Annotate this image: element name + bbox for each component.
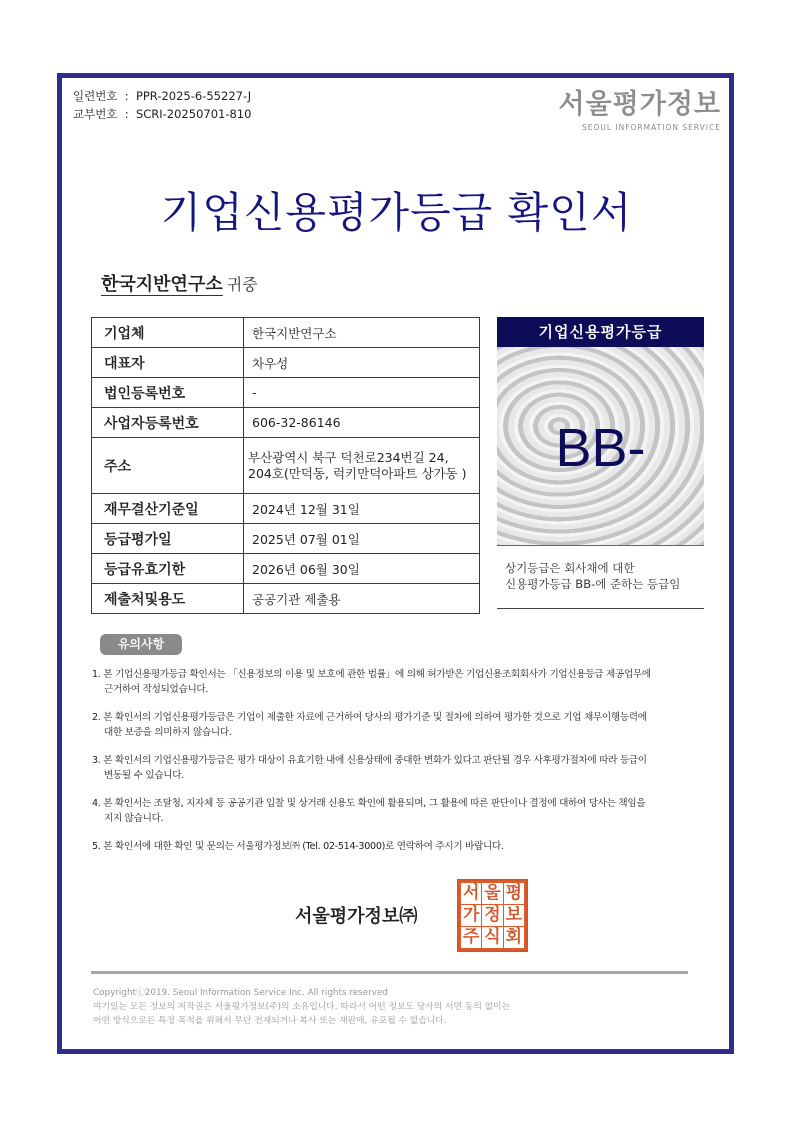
company-logo: 서울평가정보 SEOUL INFORMATION SERVICE (558, 89, 721, 132)
notice-item: 3. 본 확인서의 기업신용평가등급은 평가 대상이 유효기한 내에 신용상태에 중대한 변화가 있다고 판단될 경우 사후평가절차에 따라 등급이 변동될 수 있습니다. (92, 755, 647, 781)
notice-list (92, 667, 652, 867)
table-row (92, 524, 480, 554)
recipient: 한국지반연구소 귀중 (101, 274, 258, 295)
seal-glyph: 가 (462, 905, 480, 925)
seal-glyph: 식 (484, 927, 501, 947)
seal-glyph: 주 (462, 927, 480, 947)
row-value: 2026년 06월 30일 (244, 554, 480, 584)
company-info-table (91, 317, 480, 614)
seal-glyph: 회 (505, 927, 523, 947)
issuer-name: 서울평가정보㈜ (295, 906, 418, 927)
table-row (92, 408, 480, 438)
row-value: - (244, 378, 480, 408)
table-row (92, 348, 480, 378)
seal-glyph: 서 (462, 883, 480, 903)
row-value: 공공기관 제출용 (244, 584, 480, 614)
row-label: 법인등록번호 (92, 378, 244, 408)
seal-glyph: 울 (484, 883, 501, 903)
document-title: 기업신용평가등급 확인서 (160, 188, 633, 237)
seal-glyph: 정 (484, 905, 501, 925)
row-value: 한국지반연구소 (244, 318, 480, 348)
row-label: 사업자등록번호 (92, 408, 244, 438)
table-row (92, 584, 480, 614)
table-row (92, 438, 480, 494)
row-label: 대표자 (92, 348, 244, 378)
table-row (92, 494, 480, 524)
copyright: Copyrightⓒ2019. Seoul Information Service Inc. All rights reserved 여기있는 모든 정보의 저작권은 서울평가정보(주)의 소유입니다. 따라서 어떤 정보도 당사의 서면 동의 없이는 어떤 방식으로든 특정 목적을 위해서 무단 전재되거나 복사 또는 재판매, 유포될 수 없습니다. (93, 988, 511, 1026)
row-label: 등급유효기한 (92, 554, 244, 584)
row-label: 등급평가일 (92, 524, 244, 554)
row-label: 재무결산기준일 (92, 494, 244, 524)
grade-note: 상기등급은 회사채에 대한 신용평가등급 BB-에 준하는 등급임 (497, 546, 704, 609)
row-value: 2024년 12월 31일 (244, 494, 480, 524)
company-seal (457, 879, 528, 952)
issue-number: 교부번호 : SCRI-20250701-810 (73, 107, 252, 121)
row-value: 606-32-86146 (244, 408, 480, 438)
grade-value: BB- (555, 418, 646, 478)
seal-glyph: 평 (505, 883, 523, 903)
table-row (92, 554, 480, 584)
table-row (92, 318, 480, 348)
notice-item: 4. 본 확인서는 조달청, 지자체 등 공공기관 입찰 및 상거래 신용도 확인에 활용되며, 그 활용에 따른 판단이나 결정에 대하여 당사는 책임을 지지 않습니다. (92, 798, 646, 824)
grade-header: 기업신용평가등급 (497, 317, 704, 347)
serial-number: 일련번호 : PPR-2025-6-55227-J (73, 89, 252, 103)
divider (91, 971, 688, 974)
seal-glyph: 보 (505, 905, 523, 925)
notice-item: 2. 본 확인서의 기업신용평가등급은 기업이 제출한 자료에 근거하여 당사의 평가기준 및 절차에 의하여 평가한 것으로 기업 채무이행능력에 대한 보증을 의미하지 않습니다. (92, 712, 647, 738)
row-value: 부산광역시 북구 덕천로234번길 24, 204호(만덕동, 럭키만덕아파트 상가동 ) (244, 438, 480, 494)
table-row (92, 378, 480, 408)
row-label: 주소 (92, 438, 244, 494)
grade-panel (497, 317, 704, 609)
notice-item: 1. 본 기업신용평가등급 확인서는 「신용정보의 이용 및 보호에 관한 법률」에 의해 허가받은 기업신용조회회사가 기업신용등급 제공업무에 근거하여 작성되었습니다. (92, 669, 651, 695)
row-value: 2025년 07월 01일 (244, 524, 480, 554)
grade-pattern (497, 347, 704, 546)
row-value: 차우성 (244, 348, 480, 378)
row-label: 제출처및용도 (92, 584, 244, 614)
notice-item: 5. 본 확인서에 대한 확인 및 문의는 서울평가정보㈜ (Tel. 02-514-3000)로 연락하여 주시기 바랍니다. (92, 841, 504, 852)
row-label: 기업체 (92, 318, 244, 348)
notice-badge: 유의사항 (100, 634, 182, 655)
